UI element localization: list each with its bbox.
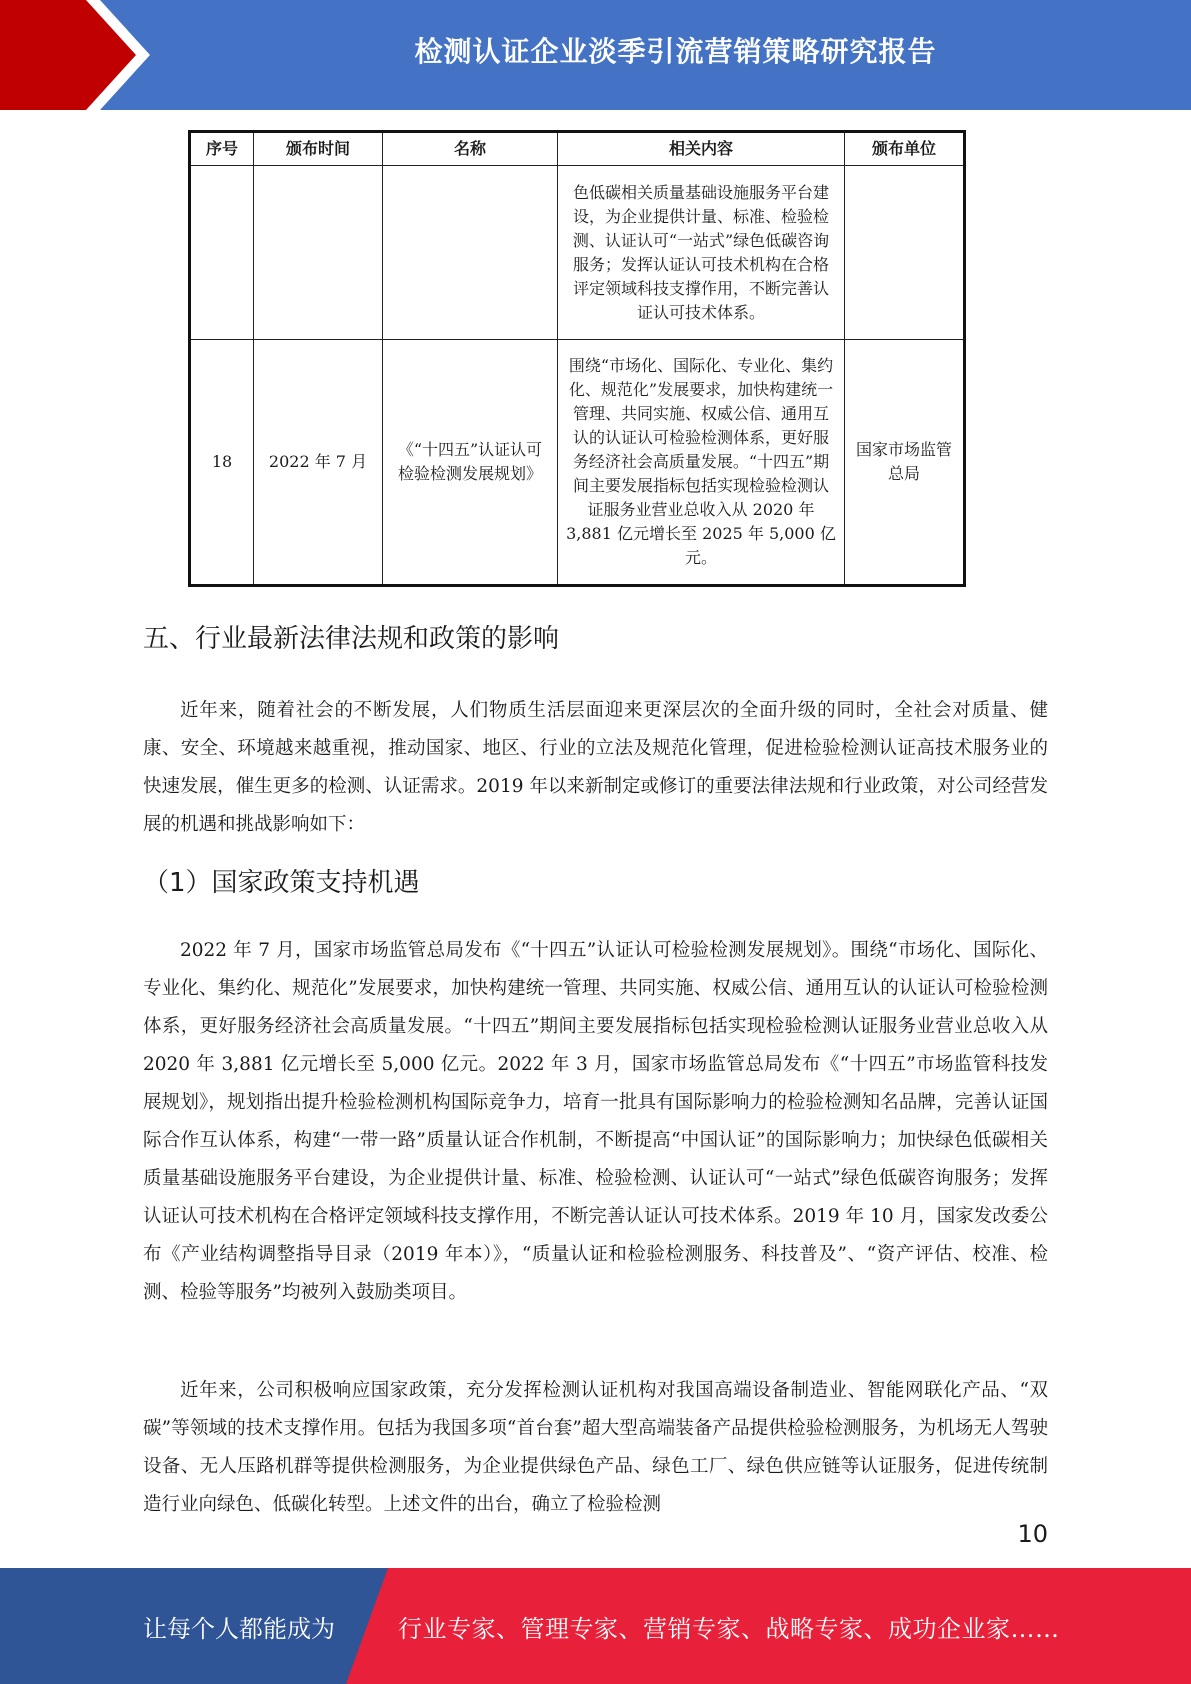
column-header-name: 名称 [383, 132, 558, 166]
sub-heading: （1）国家政策支持机遇 [143, 868, 420, 898]
company-paragraph: 近年来，公司积极响应国家政策，充分发挥检测认证机构对我国高端设备制造业、智能网联化产品、“双碳”等领域的技术支撑作用。包括为我国多项“首台套”超大型高端装备产品提供检验检测服务，为机场无人驾驶设备、无人压路机群等提供检测服务，为企业提供绿色产品、绿色工厂、绿色供应链等认证服务，促进传统制造行业向绿色、低碳化转型。上述文件的出台，确立了检验检测 [143, 1380, 1048, 1515]
policy-table-wrapper [188, 130, 966, 587]
cell-content: 色低碳相关质量基础设施服务平台建设，为企业提供计量、标准、检验检测、认证认可“一站式”绿色低碳咨询服务；发挥认证认可技术机构在合格评定领域科技支撑作用，不断完善认证认可技术体系。 [558, 166, 845, 340]
footer-slogan-left: 让每个人都能成为 [143, 1614, 335, 1643]
cell-no: 18 [190, 340, 254, 586]
page-footer [0, 1568, 1191, 1684]
table-row [190, 166, 965, 340]
column-header-no: 序号 [190, 132, 254, 166]
table-row [190, 340, 965, 586]
intro-paragraph: 近年来，随着社会的不断发展，人们物质生活层面迎来更深层次的全面升级的同时，全社会对质量、健康、安全、环境越来越重视，推动国家、地区、行业的立法及规范化管理，促进检验检测认证高技术服务业的快速发展，催生更多的检测、认证需求。2019 年以来新制定或修订的重要法律法规和行业政策，对公司经营发展的机遇和挑战影响如下： [143, 700, 1048, 835]
page-number: 10 [1017, 1520, 1048, 1548]
footer-slogan-right: 行业专家、管理专家、营销专家、战略专家、成功企业家…… [398, 1614, 1060, 1643]
cell-content: 围绕“市场化、国际化、专业化、集约化、规范化”发展要求，加快构建统一管理、共同实施、权威公信、通用互认的认证认可检验检测体系，更好服务经济社会高质量发展。“十四五”期间主要发展指标包括实现检验检测认证服务业营业总收入从 2020 年 3,881 亿元增长至 2025 年 5,000 亿元。 [558, 340, 845, 586]
cell-date [254, 166, 383, 340]
cell-name: 《“十四五”认证认可检验检测发展规划》 [383, 340, 558, 586]
column-header-date: 颁布时间 [254, 132, 383, 166]
page-header [0, 0, 1191, 110]
section-heading: 五、行业最新法律法规和政策的影响 [143, 624, 560, 654]
policy-table [188, 130, 966, 587]
column-header-content: 相关内容 [558, 132, 845, 166]
table-header-row [190, 132, 965, 166]
cell-name [383, 166, 558, 340]
cell-date: 2022 年 7 月 [254, 340, 383, 586]
cell-issuer: 国家市场监管总局 [845, 340, 965, 586]
report-title: 检测认证企业淡季引流营销策略研究报告 [414, 35, 937, 68]
chevron-arrow-icon [0, 0, 160, 110]
cell-no [190, 166, 254, 340]
cell-issuer [845, 166, 965, 340]
column-header-issuer: 颁布单位 [845, 132, 965, 166]
policy-paragraph: 2022 年 7 月，国家市场监管总局发布《“十四五”认证认可检验检测发展规划》。围绕“市场化、国际化、专业化、集约化、规范化”发展要求，加快构建统一管理、共同实施、权威公信、通用互认的认证认可检验检测体系，更好服务经济社会高质量发展。“十四五”期间主要发展指标包括实现检验检测认证服务业营业总收入从 2020 年 3,881 亿元增长至 5,000 亿元。2022 年 3 月，国家市场监管总局发布《“十四五”市场监管科技发展规划》，规划指出提升检验检测机构国际竞争力，培育一批具有国际影响力的检验检测知名品牌，完善认证国际合作互认体系，构建“一带一路”质量认证合作机制，不断提高“中国认证”的国际影响力；加快绿色低碳相关质量基础设施服务平台建设，为企业提供计量、标准、检验检测、认证认可“一站式”绿色低碳咨询服务；发挥认证认可技术机构在合格评定领域科技支撑作用，不断完善认证认可技术体系。2019 年 10 月，国家发改委公布《产业结构调整指导目录（2019 年本）》，“质量认证和检验检测服务、科技普及”、“资产评估、校准、检测、检验等服务”均被列入鼓励类项目。 [143, 940, 1048, 1303]
